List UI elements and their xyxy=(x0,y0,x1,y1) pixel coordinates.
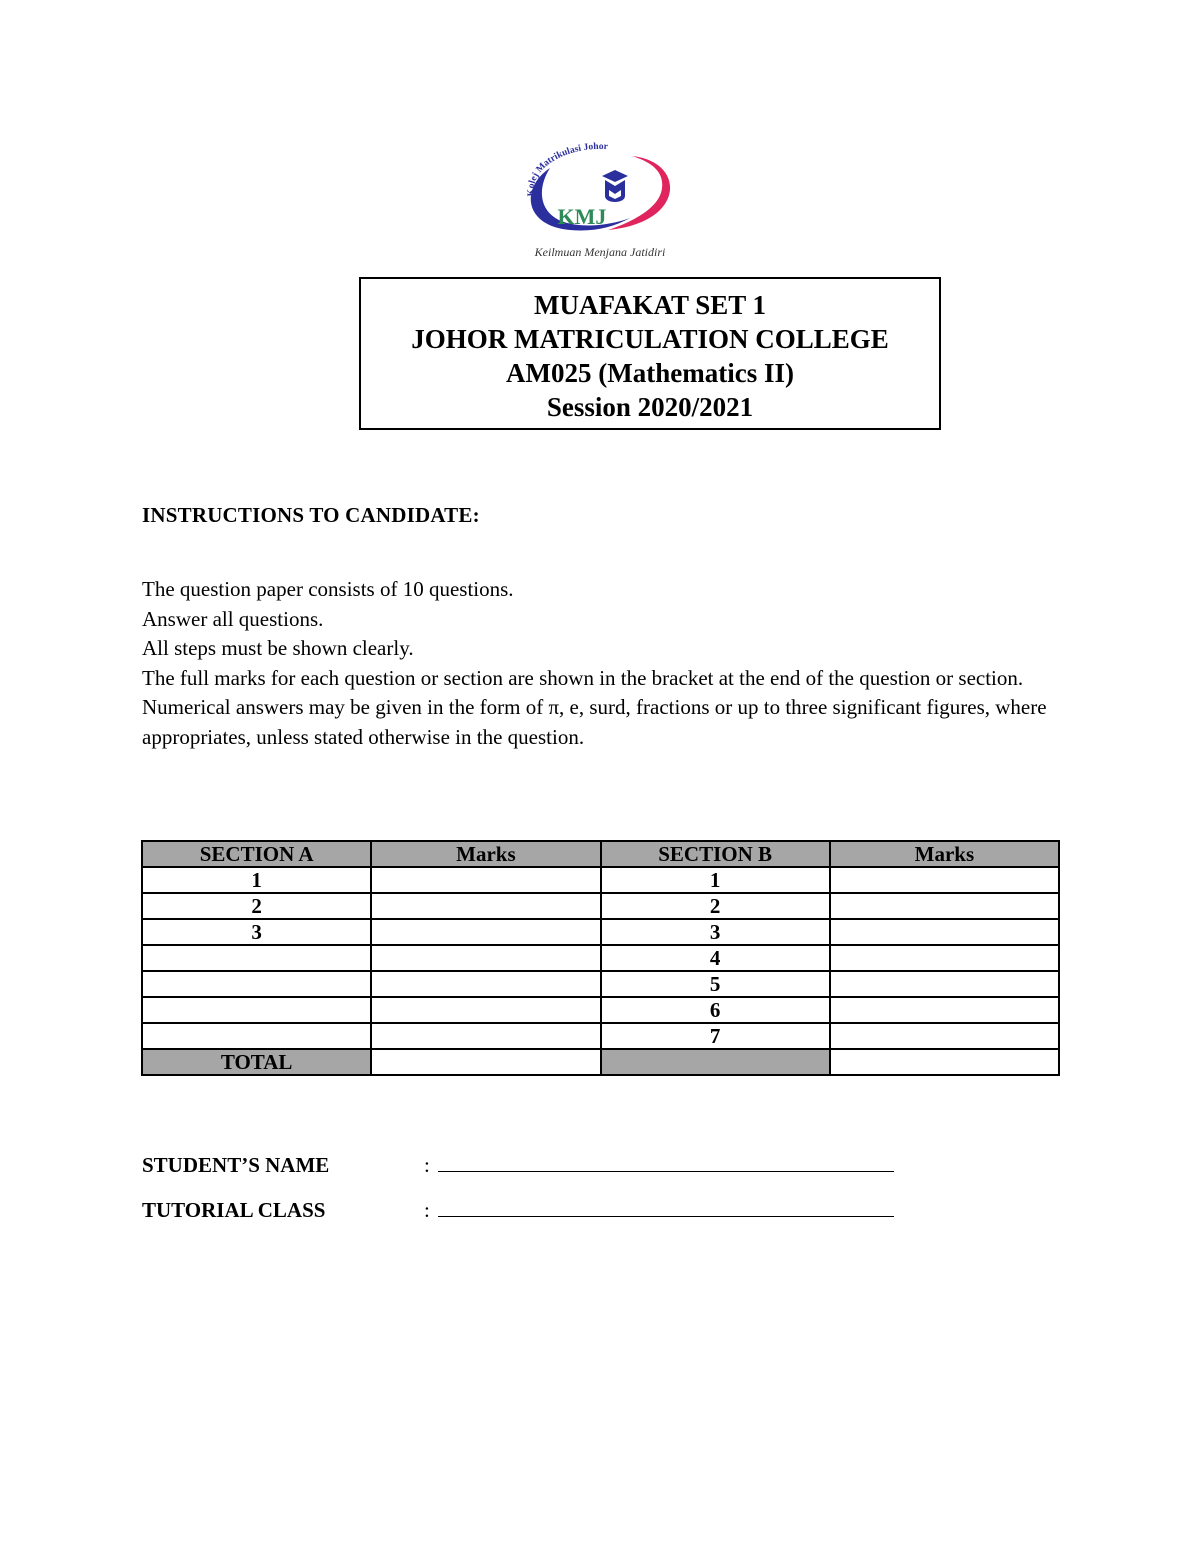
section-a-question xyxy=(142,997,371,1023)
total-shaded-cell xyxy=(601,1049,830,1075)
college-logo xyxy=(520,138,680,264)
grand-total-cell[interactable] xyxy=(830,1049,1059,1075)
section-b-marks-cell[interactable] xyxy=(830,867,1059,893)
instructions-heading: INSTRUCTIONS TO CANDIDATE: xyxy=(142,503,480,527)
section-b-question: 7 xyxy=(601,1023,830,1049)
table-row xyxy=(142,867,1059,893)
table-row xyxy=(142,893,1059,919)
marks-table xyxy=(141,840,1060,1076)
section-b-question: 4 xyxy=(601,945,830,971)
section-a-marks-cell[interactable] xyxy=(371,919,600,945)
section-a-question: 2 xyxy=(142,893,371,919)
session-title: Session 2020/2021 xyxy=(546,392,754,422)
tutorial-class-field[interactable] xyxy=(438,1216,894,1217)
header-section-a: SECTION A xyxy=(142,841,371,867)
college-name: JOHOR MATRICULATION COLLEGE xyxy=(411,324,889,354)
instructions-list xyxy=(142,575,1057,753)
table-row xyxy=(142,945,1059,971)
tutorial-class-label: TUTORIAL CLASS xyxy=(142,1198,326,1222)
section-b-marks-cell[interactable] xyxy=(830,919,1059,945)
section-b-marks-cell[interactable] xyxy=(830,971,1059,997)
section-b-marks-cell[interactable] xyxy=(830,893,1059,919)
header-section-b: SECTION B xyxy=(601,841,830,867)
course-title: AM025 (Mathematics II) xyxy=(506,358,794,388)
table-row xyxy=(142,997,1059,1023)
total-marks-cell[interactable] xyxy=(371,1049,600,1075)
exam-set-title: MUAFAKAT SET 1 xyxy=(533,290,767,320)
table-row xyxy=(142,1023,1059,1049)
student-name-field[interactable] xyxy=(438,1171,894,1172)
section-b-marks-cell[interactable] xyxy=(830,997,1059,1023)
section-b-question: 1 xyxy=(601,867,830,893)
section-b-marks-cell[interactable] xyxy=(830,945,1059,971)
instruction-item: Answer all questions. xyxy=(142,606,324,631)
header-marks-a: Marks xyxy=(371,841,600,867)
header-marks-b: Marks xyxy=(830,841,1059,867)
instruction-item: All steps must be shown clearly. xyxy=(142,636,414,661)
section-a-marks-cell[interactable] xyxy=(371,867,600,893)
section-a-question xyxy=(142,945,371,971)
section-a-question xyxy=(142,1023,371,1049)
total-row xyxy=(142,1049,1059,1075)
table-row xyxy=(142,919,1059,945)
logo-motto: Keilmuan Menjana Jatidiri xyxy=(534,245,666,259)
svg-text:Kolej Matrikulasi Johor: Kolej Matrikulasi Johor xyxy=(526,141,609,197)
section-a-marks-cell[interactable] xyxy=(371,893,600,919)
section-b-question: 3 xyxy=(601,919,830,945)
colon: : xyxy=(424,1153,430,1177)
section-a-marks-cell[interactable] xyxy=(371,997,600,1023)
section-a-question: 1 xyxy=(142,867,371,893)
section-a-marks-cell[interactable] xyxy=(371,1023,600,1049)
section-a-marks-cell[interactable] xyxy=(371,945,600,971)
table-row xyxy=(142,971,1059,997)
table-header-row xyxy=(142,841,1059,867)
instruction-item: The full marks for each question or section are shown in the bracket at the end of the question or section. xyxy=(142,665,1024,690)
instruction-item: Numerical answers may be given in the form of π, e, surd, fractions or up to three significant figures, where appropriates, unless stated otherwise in the question. xyxy=(142,695,1047,749)
section-a-marks-cell[interactable] xyxy=(371,971,600,997)
section-b-question: 2 xyxy=(601,893,830,919)
total-label: TOTAL xyxy=(142,1049,371,1075)
section-b-question: 6 xyxy=(601,997,830,1023)
student-name-label: STUDENT’S NAME xyxy=(142,1153,330,1177)
section-a-question: 3 xyxy=(142,919,371,945)
section-b-marks-cell[interactable] xyxy=(830,1023,1059,1049)
section-a-question xyxy=(142,971,371,997)
instruction-item: The question paper consists of 10 questions. xyxy=(142,577,514,601)
section-b-question: 5 xyxy=(601,971,830,997)
colon: : xyxy=(424,1198,430,1222)
logo-abbrev: KMJ xyxy=(557,204,607,229)
exam-title-box xyxy=(359,277,941,430)
